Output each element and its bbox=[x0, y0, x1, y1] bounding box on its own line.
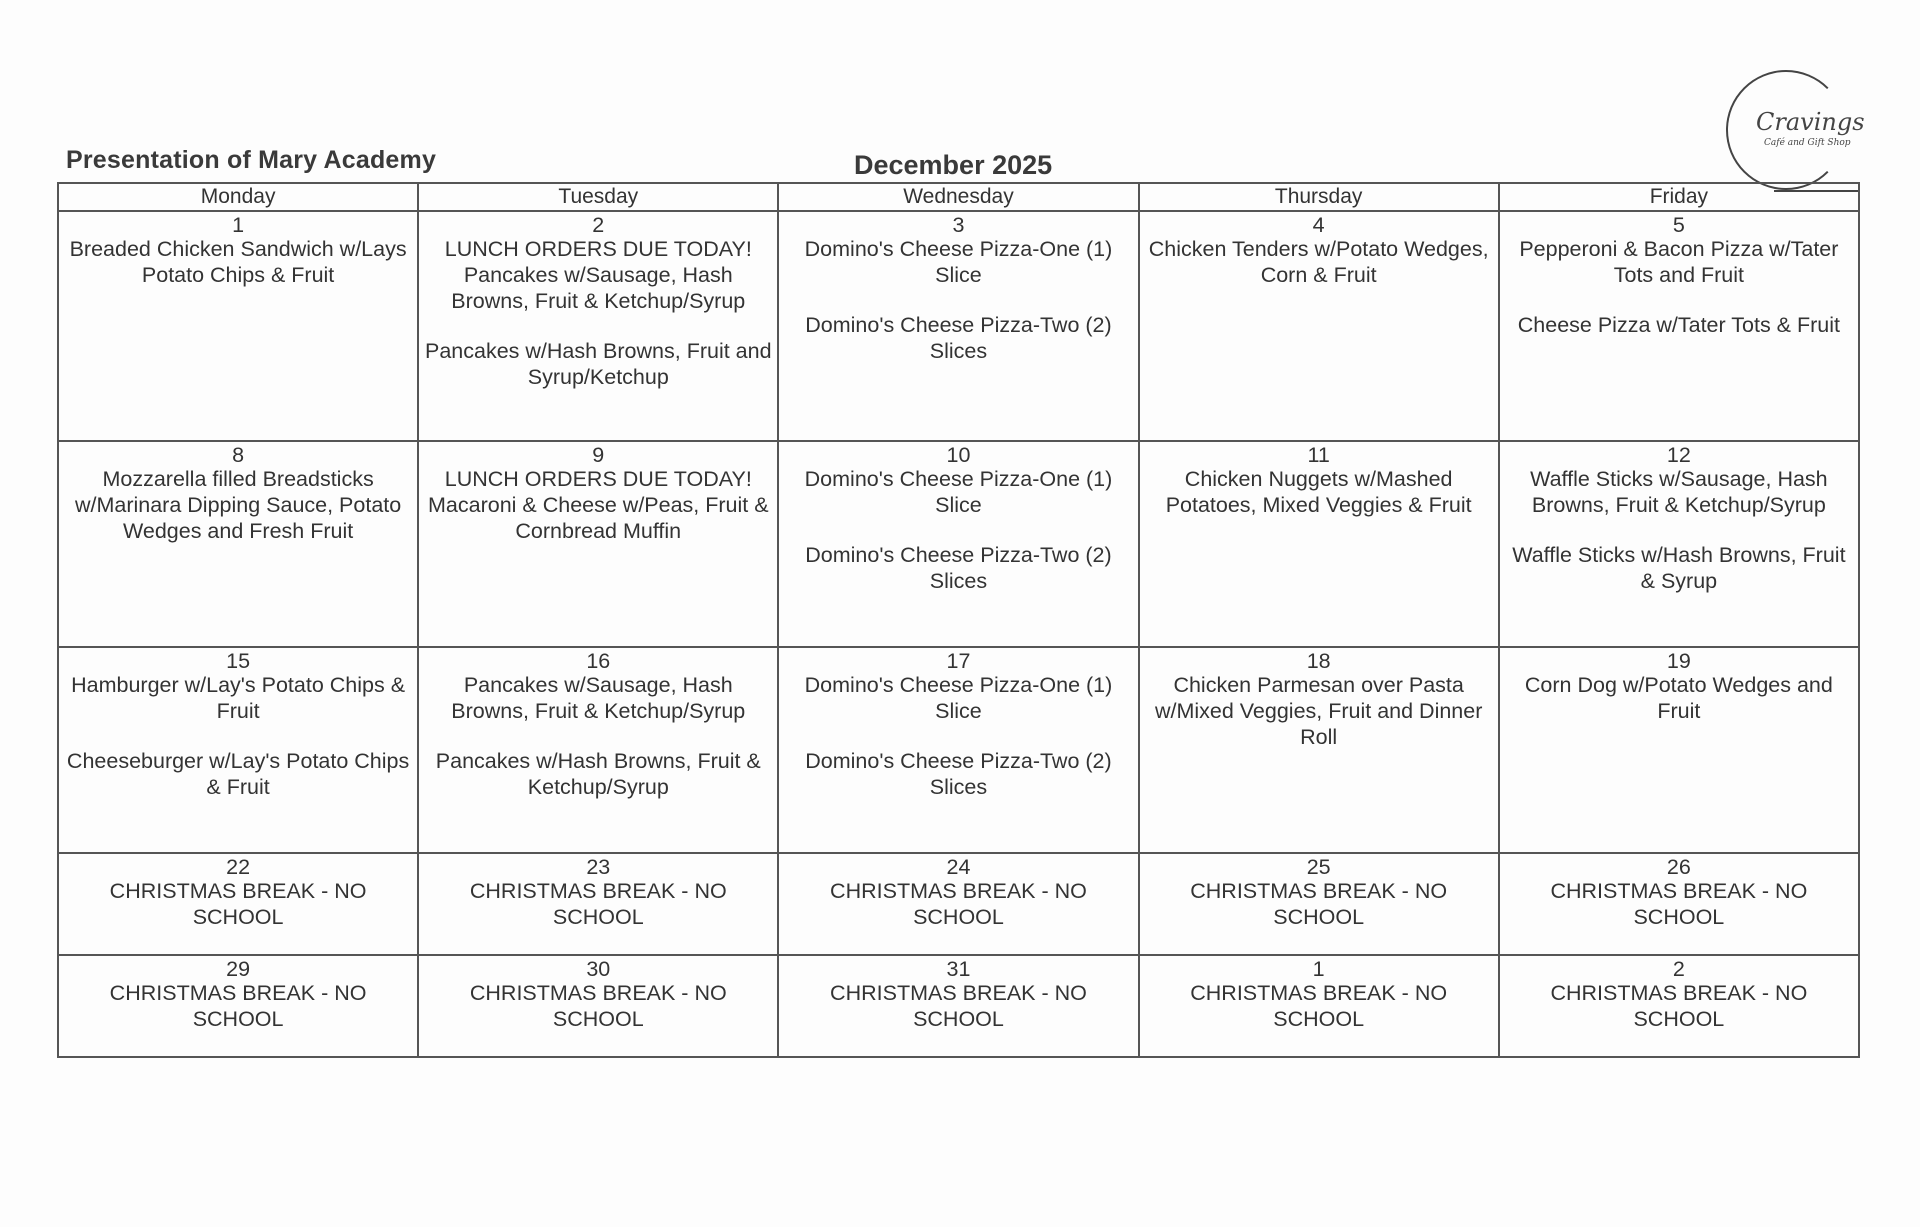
day-header: Monday bbox=[58, 183, 418, 211]
school-name: Presentation of Mary Academy bbox=[66, 146, 437, 174]
menu-item: Domino's Cheese Pizza-One (1) Slice bbox=[804, 467, 1113, 517]
day-cell bbox=[1499, 211, 1859, 441]
day-number: 29 bbox=[226, 957, 251, 981]
menu-item: Domino's Cheese Pizza-One (1) Slice bbox=[804, 237, 1113, 287]
day-header: Tuesday bbox=[418, 183, 778, 211]
menu-item: Hamburger w/Lay's Potato Chips & Fruit bbox=[71, 673, 406, 723]
menu-item: Chicken Tenders w/Potato Wedges, Corn & Fruit bbox=[1148, 237, 1489, 287]
day-number: 1 bbox=[1312, 957, 1325, 981]
day-cell bbox=[418, 441, 778, 647]
menu-item: CHRISTMAS BREAK - NO SCHOOL bbox=[1550, 981, 1808, 1031]
day-number: 19 bbox=[1666, 649, 1691, 673]
day-cell bbox=[1499, 647, 1859, 853]
menu-item: CHRISTMAS BREAK - NO SCHOOL bbox=[469, 879, 727, 929]
menu-item: Domino's Cheese Pizza-Two (2) Slices bbox=[805, 313, 1112, 363]
day-cell bbox=[1139, 211, 1499, 441]
day-header: Thursday bbox=[1139, 183, 1499, 211]
day-number: 12 bbox=[1666, 443, 1691, 467]
day-number: 10 bbox=[946, 443, 971, 467]
day-cell bbox=[1499, 853, 1859, 955]
menu-spacer bbox=[423, 314, 773, 338]
menu-item: Cheese Pizza w/Tater Tots & Fruit bbox=[1517, 313, 1840, 337]
day-cell bbox=[778, 647, 1138, 853]
menu-item: Cheeseburger w/Lay's Potato Chips & Fruit bbox=[66, 749, 410, 799]
menu-item: CHRISTMAS BREAK - NO SCHOOL bbox=[830, 981, 1087, 1031]
day-cell bbox=[1139, 441, 1499, 647]
day-number: 2 bbox=[592, 213, 605, 237]
day-cell bbox=[418, 853, 778, 955]
logo-subtitle: Café and Gift Shop bbox=[1764, 138, 1851, 148]
cravings-logo bbox=[1726, 70, 1865, 192]
menu-item: Waffle Sticks w/Sausage, Hash Browns, Fruit & Ketchup/Syrup bbox=[1530, 467, 1828, 517]
day-header: Wednesday bbox=[778, 183, 1138, 211]
day-cell bbox=[1139, 955, 1499, 1057]
weekday-header-row bbox=[58, 183, 1859, 211]
menu-item: LUNCH ORDERS DUE TODAY! bbox=[444, 467, 752, 491]
day-number: 22 bbox=[226, 855, 251, 879]
day-cell bbox=[1499, 441, 1859, 647]
menu-item: Domino's Cheese Pizza-One (1) Slice bbox=[804, 673, 1113, 723]
menu-item: Waffle Sticks w/Hash Browns, Fruit & Syrup bbox=[1512, 543, 1846, 593]
week-row bbox=[58, 853, 1859, 955]
day-number: 1 bbox=[232, 213, 245, 237]
day-number: 8 bbox=[232, 443, 245, 467]
day-cell bbox=[1499, 955, 1859, 1057]
day-number: 5 bbox=[1672, 213, 1685, 237]
day-cell bbox=[58, 853, 418, 955]
day-cell bbox=[418, 647, 778, 853]
menu-item: Domino's Cheese Pizza-Two (2) Slices bbox=[805, 749, 1112, 799]
menu-item: Corn Dog w/Potato Wedges and Fruit bbox=[1524, 673, 1833, 723]
day-cell bbox=[58, 441, 418, 647]
menu-spacer bbox=[783, 518, 1133, 542]
menu-item: Domino's Cheese Pizza-Two (2) Slices bbox=[805, 543, 1112, 593]
day-cell bbox=[778, 211, 1138, 441]
day-number: 16 bbox=[586, 649, 611, 673]
menu-spacer bbox=[423, 724, 773, 748]
day-number: 11 bbox=[1307, 443, 1330, 467]
menu-spacer bbox=[783, 288, 1133, 312]
day-header: Friday bbox=[1499, 183, 1859, 211]
menu-item: Pancakes w/Sausage, Hash Browns, Fruit & Ketchup/Syrup bbox=[451, 263, 746, 313]
day-number: 17 bbox=[946, 649, 971, 673]
day-cell bbox=[778, 853, 1138, 955]
day-cell bbox=[58, 955, 418, 1057]
day-cell bbox=[418, 211, 778, 441]
day-number: 9 bbox=[592, 443, 605, 467]
menu-item: Pancakes w/Hash Browns, Fruit and Syrup/Ketchup bbox=[425, 339, 772, 389]
menu-item: Pancakes w/Hash Browns, Fruit & Ketchup/Syrup bbox=[435, 749, 761, 799]
menu-item: Breaded Chicken Sandwich w/Lays Potato Chips & Fruit bbox=[69, 237, 407, 287]
menu-item: CHRISTMAS BREAK - NO SCHOOL bbox=[469, 981, 727, 1031]
menu-item: CHRISTMAS BREAK - NO SCHOOL bbox=[1190, 981, 1448, 1031]
menu-item: CHRISTMAS BREAK - NO SCHOOL bbox=[109, 981, 367, 1031]
menu-spacer bbox=[63, 724, 413, 748]
menu-spacer bbox=[1504, 518, 1854, 542]
day-number: 4 bbox=[1312, 213, 1325, 237]
week-row bbox=[58, 647, 1859, 853]
lunch-calendar bbox=[57, 182, 1860, 1058]
menu-item: CHRISTMAS BREAK - NO SCHOOL bbox=[109, 879, 367, 929]
menu-item: Chicken Parmesan over Pasta w/Mixed Veggies, Fruit and Dinner Roll bbox=[1154, 673, 1483, 749]
day-number: 3 bbox=[952, 213, 965, 237]
day-number: 23 bbox=[586, 855, 611, 879]
day-cell bbox=[1139, 647, 1499, 853]
day-number: 2 bbox=[1672, 957, 1685, 981]
day-number: 18 bbox=[1306, 649, 1331, 673]
menu-item: Chicken Nuggets w/Mashed Potatoes, Mixed Veggies & Fruit bbox=[1165, 467, 1472, 517]
menu-item: LUNCH ORDERS DUE TODAY! bbox=[444, 237, 752, 261]
menu-item: CHRISTMAS BREAK - NO SCHOOL bbox=[830, 879, 1087, 929]
menu-item: CHRISTMAS BREAK - NO SCHOOL bbox=[1550, 879, 1808, 929]
menu-spacer bbox=[783, 724, 1133, 748]
menu-item: Macaroni & Cheese w/Peas, Fruit & Cornbread Muffin bbox=[428, 493, 769, 543]
menu-item: Pepperoni & Bacon Pizza w/Tater Tots and Fruit bbox=[1519, 237, 1839, 287]
day-cell bbox=[58, 647, 418, 853]
menu-item: CHRISTMAS BREAK - NO SCHOOL bbox=[1190, 879, 1448, 929]
day-cell bbox=[418, 955, 778, 1057]
day-number: 24 bbox=[946, 855, 971, 879]
week-row bbox=[58, 211, 1859, 441]
day-number: 25 bbox=[1306, 855, 1331, 879]
week-row bbox=[58, 441, 1859, 647]
day-cell bbox=[778, 441, 1138, 647]
menu-item: Pancakes w/Sausage, Hash Browns, Fruit & Ketchup/Syrup bbox=[451, 673, 746, 723]
day-number: 31 bbox=[946, 957, 971, 981]
menu-spacer bbox=[1504, 288, 1854, 312]
day-cell bbox=[778, 955, 1138, 1057]
day-cell bbox=[1139, 853, 1499, 955]
day-cell bbox=[58, 211, 418, 441]
menu-item: Mozzarella filled Breadsticks w/Marinara Dipping Sauce, Potato Wedges and Fresh Fruit bbox=[74, 467, 402, 543]
logo-name: Cravings bbox=[1756, 108, 1865, 136]
month-title: December 2025 bbox=[854, 150, 1053, 180]
day-number: 30 bbox=[586, 957, 611, 981]
week-row bbox=[58, 955, 1859, 1057]
day-number: 26 bbox=[1666, 855, 1691, 879]
day-number: 15 bbox=[226, 649, 251, 673]
